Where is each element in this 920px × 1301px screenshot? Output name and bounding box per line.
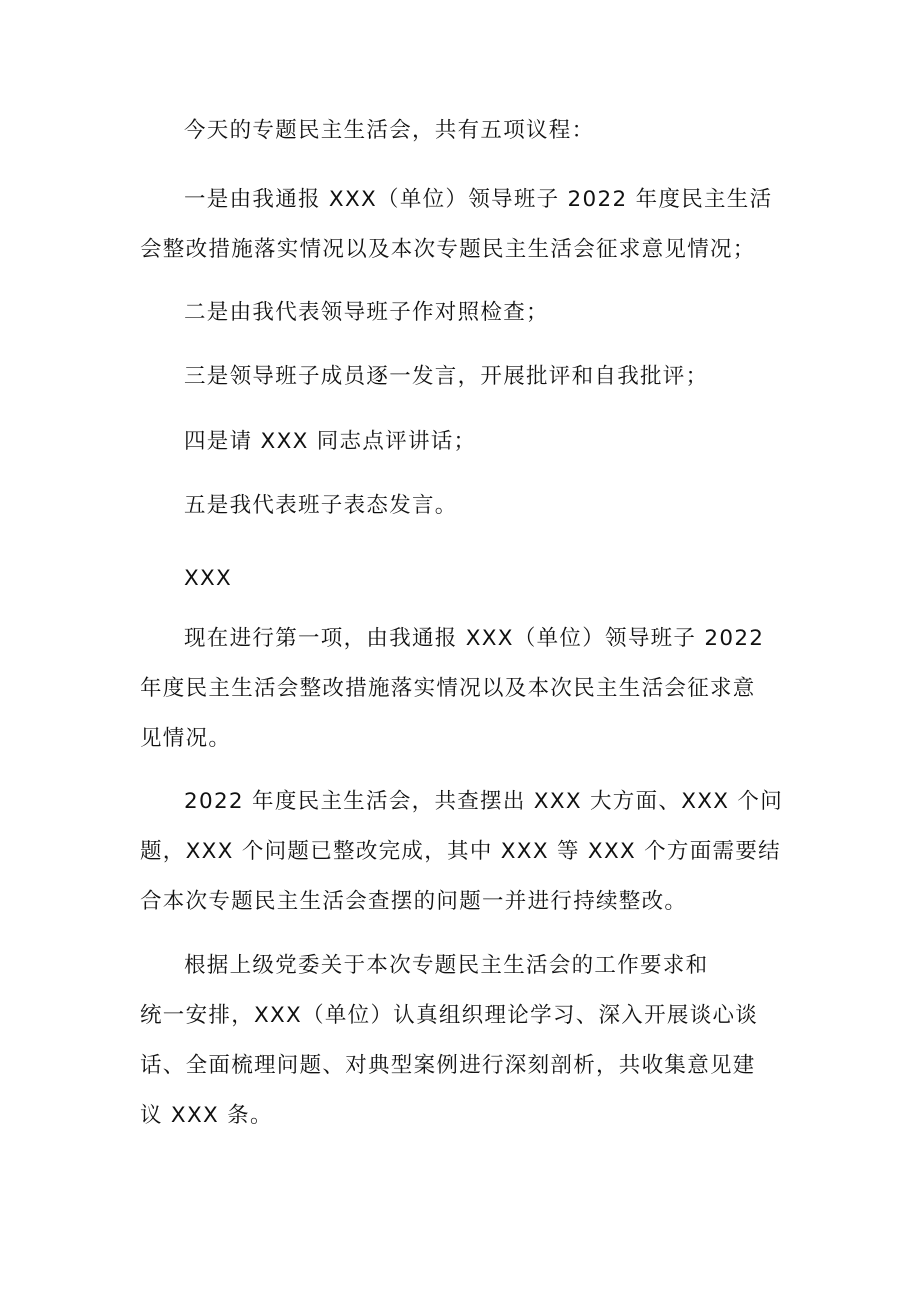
- text-line: 四是请 XXX 同志点评讲话；: [184, 429, 477, 454]
- text-line: 三是领导班子成员逐一发言，开展批评和自我批评；: [184, 364, 709, 389]
- paragraph: [140, 187, 800, 287]
- text-line: 现在进行第一项，由我通报 XXX（单位）领导班子 2022: [184, 626, 765, 651]
- paragraph: [140, 364, 800, 414]
- text-line: 题，XXX 个问题已整改完成，其中 XXX 等 XXX 个方面需要结: [140, 839, 781, 864]
- text-line: 根据上级党委关于本次专题民主生活会的工作要求和: [184, 953, 709, 978]
- paragraph: [140, 118, 800, 168]
- text-line: 议 XXX 条。: [140, 1103, 273, 1128]
- text-line: 五是我代表班子表态发言。: [184, 493, 458, 518]
- text-line: 二是由我代表领导班子作对照检查；: [184, 300, 549, 325]
- paragraph: [140, 626, 800, 776]
- text-line: 见情况。: [140, 726, 232, 751]
- text-line: 年度民主生活会整改措施落实情况以及本次民主生活会征求意: [140, 676, 756, 701]
- paragraph: [140, 429, 800, 479]
- text-line: XXX: [184, 566, 233, 591]
- text-line: 合本次专题民主生活会查摆的问题一并进行持续整改。: [140, 889, 688, 914]
- paragraph: [140, 566, 800, 616]
- paragraph: [140, 789, 800, 939]
- text-line: 话、全面梳理问题、对典型案例进行深刻剖析，共收集意见建: [140, 1053, 756, 1078]
- paragraph: [140, 493, 800, 543]
- paragraph: [140, 300, 800, 350]
- text-line: 2022 年度民主生活会，共查摆出 XXX 大方面、XXX 个问: [184, 789, 784, 814]
- text-line: 统一安排，XXX（单位）认真组织理论学习、深入开展谈心谈: [140, 1003, 759, 1028]
- text-line: 一是由我通报 XXX（单位）领导班子 2022 年度民主生活: [184, 187, 773, 212]
- paragraph: [140, 953, 800, 1153]
- text-line: 今天的专题民主生活会，共有五项议程：: [184, 118, 595, 143]
- text-line: 会整改措施落实情况以及本次专题民主生活会征求意见情况；: [140, 237, 756, 262]
